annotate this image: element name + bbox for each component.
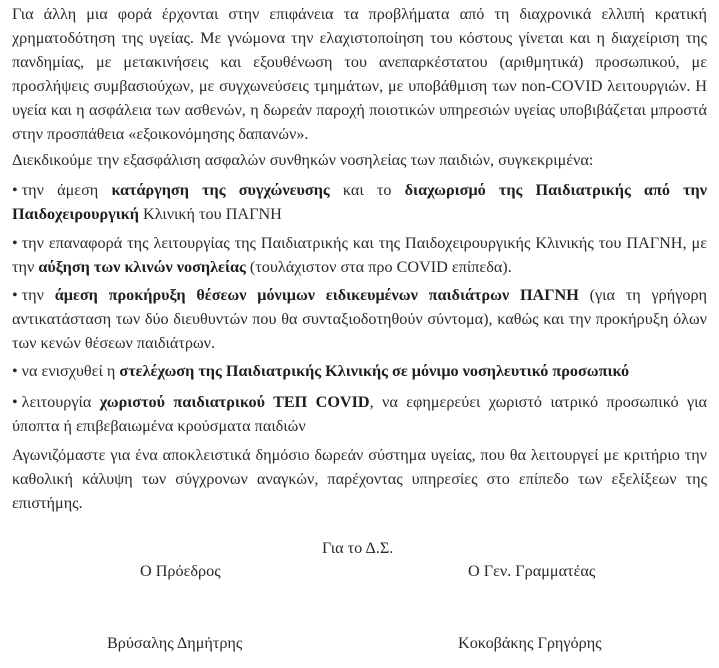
demand-text: Κλινική του ΠΑΓΝΗ [138,205,282,223]
president-title: Ο Πρόεδρος [140,562,221,580]
demand-emphasis: διαχωρισμό της Παιδιατρικής από την Παιδοχειρουργική [12,181,707,223]
bullet-icon: • [12,362,18,380]
demand-text: να ενισχυθεί η [21,362,120,380]
demand-emphasis: στελέχωση της Παιδιατρικής Κλινικής σε μόνιμο νοσηλευτικό προσωπικό [119,362,630,380]
board-heading: Για το Δ.Σ. [322,539,394,557]
demand-text: λειτουργία [21,393,100,411]
demand-item [12,283,707,355]
bullet-icon: • [12,234,18,252]
demand-text: , να εφημερεύει χωριστό ιατρικό προσωπικό για ύποπτα ή επιβεβαιωμένα κρούσματα παιδιών [12,393,707,435]
demand-text: (για τη γρήγορη αντικατάσταση των δύο διευθυντών που θα συνταξιοδοτηθούν σύντομα), καθώς και την προκήρυξη όλων των κενών θέσεων παιδιάτρων. [12,286,708,352]
demand-item [12,359,707,383]
demand-emphasis: άμεση προκήρυξη θέσεων μόνιμων ειδικευμένων παιδιάτρων ΠΑΓΝΗ [54,286,579,304]
demand-text: και το [329,181,405,199]
demand-emphasis: χωριστού παιδιατρικού ΤΕΠ COVID [99,393,370,411]
demand-text: (τουλάχιστον στα προ COVID επίπεδα). [245,258,512,276]
bullet-icon: • [12,393,18,411]
demand-text: την επαναφορά της λειτουργίας της Παιδιατρικής και της Παιδοχειρουργικής Κλινικής του ΠΑΓΝΗ, με την [12,234,707,276]
secretary-title: Ο Γεν. Γραμματέας [468,562,596,580]
demand-item [12,390,707,438]
demand-emphasis: αύξηση των κλινών νοσηλείας [38,258,246,276]
president-name: Βρύσαλης Δημήτρης [107,634,243,652]
demand-emphasis: κατάργηση της συγχώνευσης [111,181,330,199]
closing-paragraph: Αγωνιζόμαστε για ένα αποκλειστικά δημόσιο δωρεάν σύστημα υγείας, που θα λειτουργεί με κριτήριο την καθολική κάλυψη των σύγχρονων αναγκών, παρέχοντας υπηρεσίες στο επίπεδο των εξελίξεων της επιστήμης. [12,446,707,512]
intro-paragraph: Για άλλη μια φορά έρχονται στην επιφάνεια τα προβλήματα από τη διαχρονικά ελλιπή κρατική χρηματοδότηση της υγείας. Με γνώμονα την ελαχιστοποίηση του κόστους γίνεται και η διαχείριση της πανδημίας, με μετακινήσεις και εξουθένωση του ανεπαρκέστατου (αριθμητικά) προσωπικού, με προσλήψεις συμβασιούχων, με συγχωνεύσεις τμημάτων, με υποβάθμιση των non-COVID λειτουργιών. Η υγεία και η ασφάλεια των ασθενών, η δωρεάν παροχή ποιοτικών υπηρεσιών υγείας υποβιβάζεται μπροστά στην προσπάθεια «εξοικονόμησης δαπανών». [12,5,707,143]
secretary-name: Κοκοβάκης Γρηγόρης [458,634,602,652]
bullet-icon: • [12,286,18,304]
demand-text: την [21,286,55,304]
demand-item [12,231,707,279]
bullet-icon: • [12,181,18,199]
demands-intro: Διεκδικούμε την εξασφάλιση ασφαλών συνθηκών νοσηλείας των παιδιών, συγκεκριμένα: [12,151,594,169]
demand-item [12,178,707,226]
demand-text: την άμεση [21,181,112,199]
